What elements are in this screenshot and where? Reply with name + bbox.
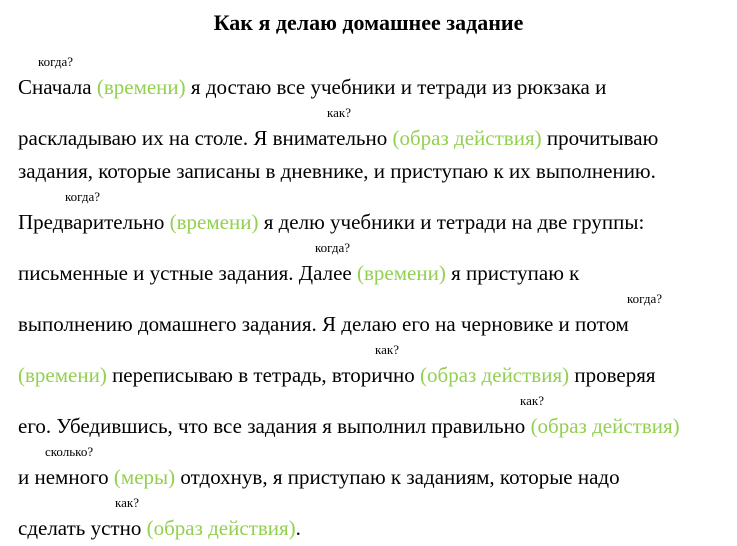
adverbial-label: (времени)	[169, 210, 259, 234]
adverbial-label: (образ действия)	[420, 363, 570, 387]
adverbial-question-2: как?	[327, 105, 351, 120]
text-segment: проверяя	[569, 363, 656, 387]
text-line-5	[0, 257, 737, 290]
text-line-9	[0, 461, 737, 494]
text-segment: выполнению домашнего задания. Я делаю его на черновике и потом	[18, 312, 629, 336]
adverbial-question-4: когда?	[315, 240, 350, 255]
text-line-1	[0, 71, 737, 104]
text-segment: прочитываю	[541, 126, 659, 150]
adverbial-label: (времени)	[96, 75, 186, 99]
text-line-2	[0, 122, 737, 155]
text-segment: отдохнув, я приступаю к заданиям, которые надо	[175, 465, 620, 489]
text-segment: задания, которые записаны в дневнике, и приступаю к их выполнению.	[18, 159, 656, 183]
adverbial-question-6: как?	[375, 342, 399, 357]
adverbial-question-1: когда?	[38, 54, 73, 69]
adverbial-label: (времени)	[357, 261, 446, 285]
adverbial-question-7: как?	[520, 393, 544, 408]
text-line-8	[0, 410, 737, 443]
text-segment: Сначала	[18, 75, 97, 99]
adverbial-label: (образ действия)	[146, 516, 296, 540]
text-segment: я приступаю к	[445, 261, 580, 285]
text-segment: Предварительно	[18, 210, 170, 234]
text-line-6	[0, 308, 737, 341]
text-segment: его. Убедившись, что все задания я выполнил правильно	[18, 414, 531, 438]
adverbial-label: (меры)	[113, 465, 176, 489]
text-segment: я делю учебники и тетради на две группы:	[258, 210, 645, 234]
adverbial-question-3: когда?	[65, 189, 100, 204]
adverbial-question-5: когда?	[627, 291, 662, 306]
text-line-4	[0, 206, 737, 239]
adverbial-label: (образ действия)	[530, 414, 680, 438]
text-segment: .	[295, 516, 301, 540]
text-segment: сделать устно	[18, 516, 147, 540]
text-line-7	[0, 359, 737, 392]
text-segment: раскладываю их на столе. Я внимательно	[18, 126, 393, 150]
text-line-3	[0, 155, 737, 188]
text-segment: и немного	[18, 465, 114, 489]
text-segment: письменные и устные задания. Далее	[18, 261, 358, 285]
adverbial-question-9: как?	[115, 495, 139, 510]
text-segment: я достаю все учебники и тетради из рюкзака и	[185, 75, 607, 99]
adverbial-question-8: сколько?	[45, 444, 94, 459]
adverbial-label: (времени)	[18, 363, 107, 387]
document-title: Как я делаю домашнее задание	[213, 10, 524, 35]
text-segment: переписываю в тетрадь, вторично	[106, 363, 421, 387]
text-line-10	[0, 512, 737, 545]
adverbial-label: (образ действия)	[392, 126, 542, 150]
